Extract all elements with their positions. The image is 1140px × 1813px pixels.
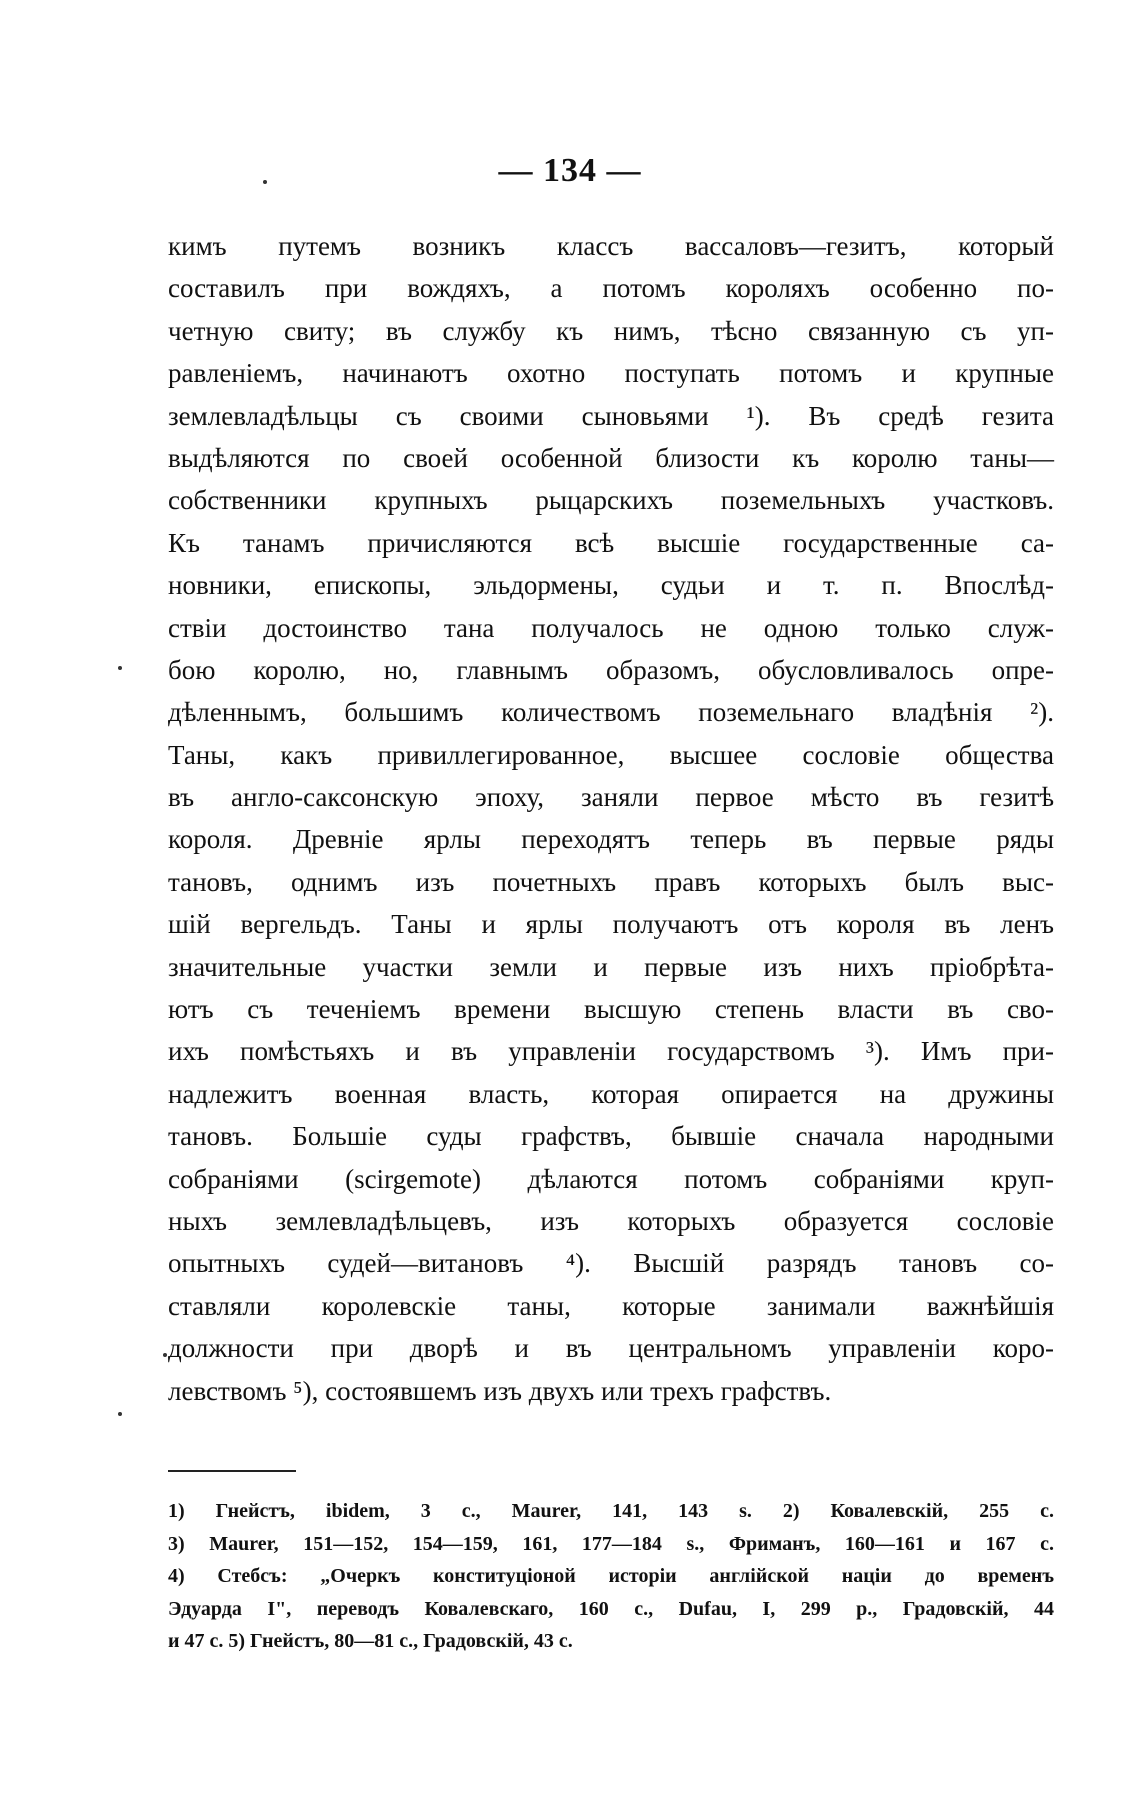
footnote-line: 4) Стебсъ: „Очеркъ конституціоной исторіи англійской націи до временъ <box>168 1565 1054 1587</box>
scan-speck <box>118 1412 122 1416</box>
footnote-line: 1) Гнейстъ, ibidem, 3 с., Maurer, 141, 143 s. 2) Ковалевскій, 255 с. <box>168 1500 1054 1522</box>
body-line: выдѣляются по своей особенной близости къ королю таны— <box>168 442 1054 473</box>
body-line: надлежитъ военная власть, которая опирается на дружины <box>168 1078 1054 1109</box>
body-line: левствомъ ⁵), состоявшемъ изъ двухъ или трехъ графствъ. <box>168 1375 832 1406</box>
body-line: ставляли королевскіе таны, которые занимали важнѣйшія <box>168 1290 1054 1321</box>
body-line: тановъ. Большіе суды графствъ, бывшіе сначала народными <box>168 1121 1054 1152</box>
body-line: значительные участки земли и первые изъ нихъ пріобрѣта- <box>168 951 1054 982</box>
body-line: ютъ съ теченіемъ времени высшую степень власти въ сво- <box>168 994 1054 1025</box>
body-line: короля. Древніе ярлы переходятъ теперь въ первые ряды <box>168 824 1054 855</box>
body-line: шій вергельдъ. Таны и ярлы получаютъ отъ короля въ ленъ <box>168 909 1054 940</box>
body-line: кимъ путемъ возникъ классъ вассаловъ—гезитъ, который <box>168 231 1054 261</box>
footnotes <box>168 1495 1054 1658</box>
scan-speck <box>163 1353 167 1357</box>
body-line: составилъ при вождяхъ, а потомъ короляхъ особенно по- <box>168 273 1054 304</box>
body-line: опытныхъ судей—витановъ ⁴). Высшій разрядъ тановъ со- <box>168 1248 1054 1279</box>
body-line: Таны, какъ привиллегированное, высшее сословіе общества <box>168 739 1054 770</box>
body-line: новники, епископы, эльдормены, судьи и т. п. Впослѣд- <box>168 570 1054 601</box>
body-line: ихъ помѣстьяхъ и въ управленіи государствомъ ³). Имъ при- <box>168 1036 1054 1067</box>
scan-speck <box>263 180 267 184</box>
body-line: дѣленнымъ, большимъ количествомъ поземельнаго владѣнія ²). <box>168 697 1054 728</box>
body-text <box>168 225 1054 1412</box>
scan-speck <box>118 666 122 670</box>
body-line: ныхъ землевладѣльцевъ, изъ которыхъ образуется сословіе <box>168 1205 1054 1236</box>
body-line: собраніями (scirgemote) дѣлаются потомъ собраніями круп- <box>168 1163 1054 1194</box>
body-line: землевладѣльцы съ своими сыновьями ¹). Въ средѣ гезита <box>168 400 1054 431</box>
body-line: четную свиту; въ службу къ нимъ, тѣсно связанную съ уп- <box>168 315 1054 346</box>
body-line: Къ танамъ причисляются всѣ высшіе государственные са- <box>168 527 1054 558</box>
footnote-line: 3) Maurer, 151—152, 154—159, 161, 177—184 s., Фриманъ, 160—161 и 167 с. <box>168 1532 1054 1555</box>
body-line: должности при дворѣ и въ центральномъ управленіи коро- <box>168 1333 1054 1364</box>
footnote-line: и 47 с. 5) Гнейстъ, 80—81 с., Градовскій, 43 с. <box>168 1630 573 1652</box>
body-line: ствіи достоинство тана получалось не одною только служ- <box>168 612 1054 643</box>
body-line: тановъ, однимъ изъ почетныхъ правъ которыхъ былъ выс- <box>168 866 1054 897</box>
footnote-separator <box>168 1470 296 1472</box>
body-line: въ англо-саксонскую эпоху, заняли первое мѣсто въ гезитѣ <box>168 782 1054 813</box>
page-number: — 134 — <box>498 152 642 189</box>
footnote-line: Эдуарда I", переводъ Ковалевскаго, 160 с., Dufau, I, 299 p., Градовскій, 44 <box>168 1597 1054 1620</box>
body-line: равленіемъ, начинаютъ охотно поступать потомъ и крупные <box>168 358 1054 389</box>
body-line: собственники крупныхъ рыцарскихъ поземельныхъ участковъ. <box>168 485 1054 516</box>
body-line: бою королю, но, главнымъ образомъ, обусловливалось опре- <box>168 654 1054 685</box>
